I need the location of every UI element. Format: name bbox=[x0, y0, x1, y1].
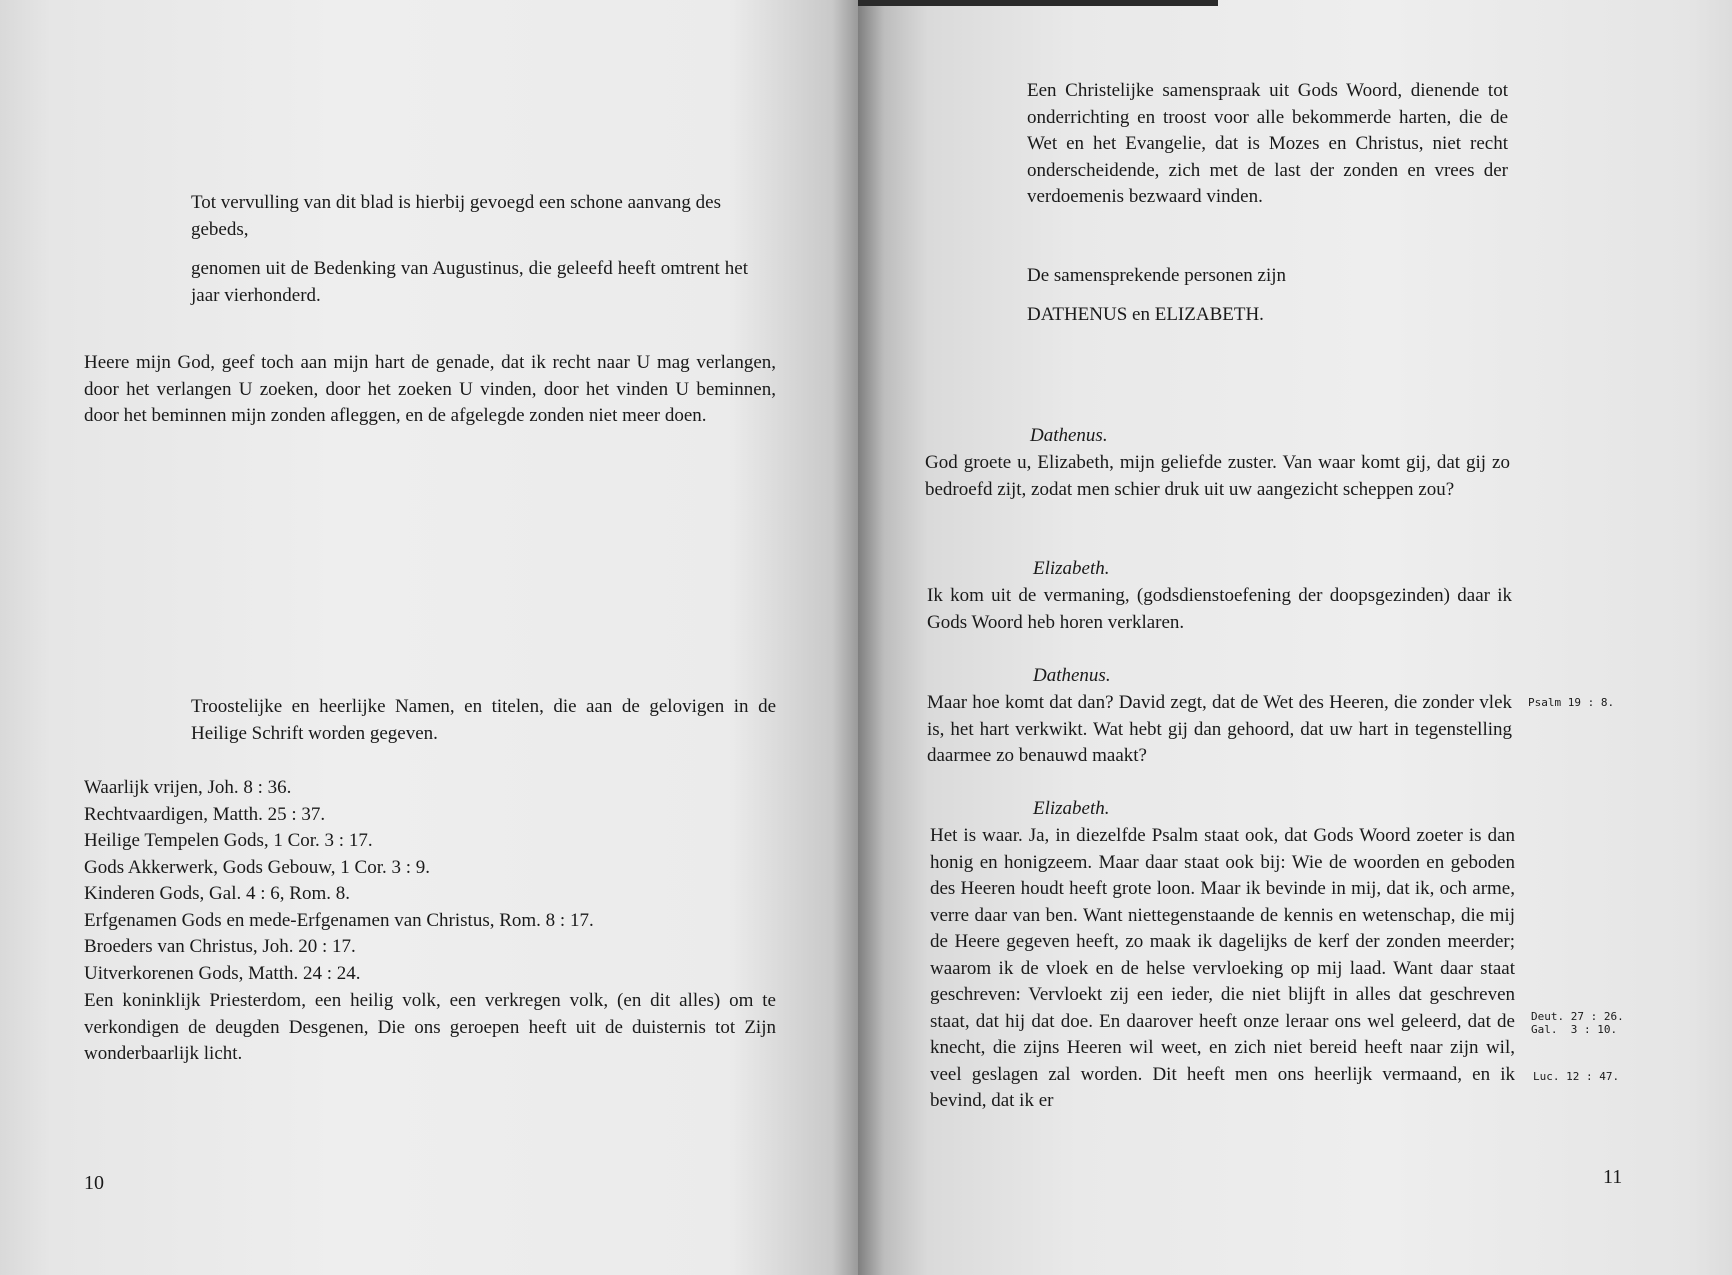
list-item: Kinderen Gods, Gal. 4 : 6, Rom. 8. bbox=[84, 883, 350, 904]
list-item: Uitverkorenen Gods, Matth. 24 : 24. bbox=[84, 962, 361, 984]
list-item: Broeders van Christus, Joh. 20 : 17. bbox=[84, 936, 356, 957]
names-heading: Troostelijke en heerlijke Namen, en titelen, die aan de gelovigen in de Heilige Schrift worden gegeven. bbox=[191, 696, 776, 744]
margin-ref-psalm: Psalm 19 : 8. bbox=[1528, 696, 1615, 709]
persons-names: DATHENUS en ELIZABETH. bbox=[1027, 304, 1264, 325]
dialogue-intro: Een Christelijke samenspraak uit Gods Woord, dienende tot onderrichting en troost voor alle bekommerde harten, die de Wet en het Evangelie, dat is Mozes en Christus, niet recht onderscheidende, zich met de last der zonden en vrees der verdoemenis bezwaard vinden. bbox=[1027, 80, 1508, 207]
list-item: Heilige Tempelen Gods, 1 Cor. 3 : 17. bbox=[84, 830, 373, 851]
page-edge-shadow bbox=[858, 0, 1218, 6]
dialogue-text: Het is waar. Ja, in diezelfde Psalm staat ook, dat Gods Woord zoeter is dan honig en honigzeem. Maar daar staat ook bij: Wie de woorden en geboden des Heeren houdt heeft grote loon. Maar ik bevinde in mij, dat ik, och arme, verre daar van ben. Want niettegenstaande de kennis en wetenschap, die mij de Heere gegeven heeft, zo maak ik dagelijks de kerf der zonden meerder; waarom ik de vloek en de helse vervloeking op mij laad. Want daar staat geschreven: Vervloekt zij een ieder, die niet blijft in alles dat geschreven staat, dat hij dat doe. En daarover heeft onze leraar ons wel geleerd, dat de knecht, die zijns Heeren wil weet, en zich niet bereid heeft naar zijn wil, veel geslagen zal worden. Dit heeft men ons heerlijk vermaand, en ik bevind, dat ik er bbox=[930, 825, 1515, 1111]
closing-paragraph: Een koninklijk Priesterdom, een heilig volk, een verkregen volk, (en dit alles) om te verkondigen de deugden Desgenen, Die ons geroepen heeft uit de duisternis tot Zijn wonderbaarlijk licht. bbox=[84, 990, 776, 1064]
persons-label: De samensprekende personen zijn bbox=[1027, 265, 1287, 286]
speaker-label: Dathenus. bbox=[1030, 425, 1108, 446]
speaker-label: Dathenus. bbox=[1033, 665, 1111, 686]
list-item: Waarlijk vrijen, Joh. 8 : 36. bbox=[84, 777, 292, 798]
list-item: Rechtvaardigen, Matth. 25 : 37. bbox=[84, 803, 326, 825]
margin-ref-deut: Deut. 27 : 26. bbox=[1531, 1010, 1624, 1023]
left-intro-2: genomen uit de Bedenking van Augustinus, die geleefd heeft omtrent het jaar vierhonderd. bbox=[191, 258, 748, 306]
speaker-label: Elizabeth. bbox=[1033, 798, 1110, 819]
augustinus-prayer: Heere mijn God, geef toch aan mijn hart de genade, dat ik recht naar U mag verlangen, door het verlangen U zoeken, door het zoeken U vinden, door het vinden U beminnen, door het beminnen mijn zonden afleggen, en de afgelegde zonden niet meer doen. bbox=[84, 352, 776, 426]
list-item: Gods Akkerwerk, Gods Gebouw, 1 Cor. 3 : 9. bbox=[84, 856, 431, 878]
margin-ref-gal: Gal. 3 : 10. bbox=[1531, 1023, 1618, 1036]
names-list bbox=[84, 775, 784, 987]
left-intro-1: Tot vervulling van dit blad is hierbij gevoegd een schone aanvang des gebeds, bbox=[191, 192, 721, 240]
page-number-left: 10 bbox=[84, 1172, 104, 1194]
margin-ref-luc: Luc. 12 : 47. bbox=[1533, 1070, 1620, 1083]
left-page bbox=[0, 0, 858, 1275]
dialogue-text: Ik kom uit de vermaning, (godsdienstoefening der doopsgezinden) daar ik Gods Woord heb horen verklaren. bbox=[927, 585, 1512, 633]
dialogue-text: God groete u, Elizabeth, mijn geliefde zuster. Van waar komt gij, dat gij zo bedroefd zijt, zodat men schier druk uit uw aangezicht scheppen zou? bbox=[925, 452, 1510, 500]
list-item: Erfgenamen Gods en mede-Erfgenamen van Christus, Rom. 8 : 17. bbox=[84, 909, 594, 931]
speaker-label: Elizabeth. bbox=[1033, 558, 1110, 579]
page-number-right: 11 bbox=[1603, 1166, 1623, 1188]
dialogue-text: Maar hoe komt dat dan? David zegt, dat de Wet des Heeren, die zonder vlek is, het hart verkwikt. Wat hebt gij dan gehoord, dat uw hart in tegenstelling daarmee zo benauwd maakt? bbox=[927, 692, 1512, 766]
